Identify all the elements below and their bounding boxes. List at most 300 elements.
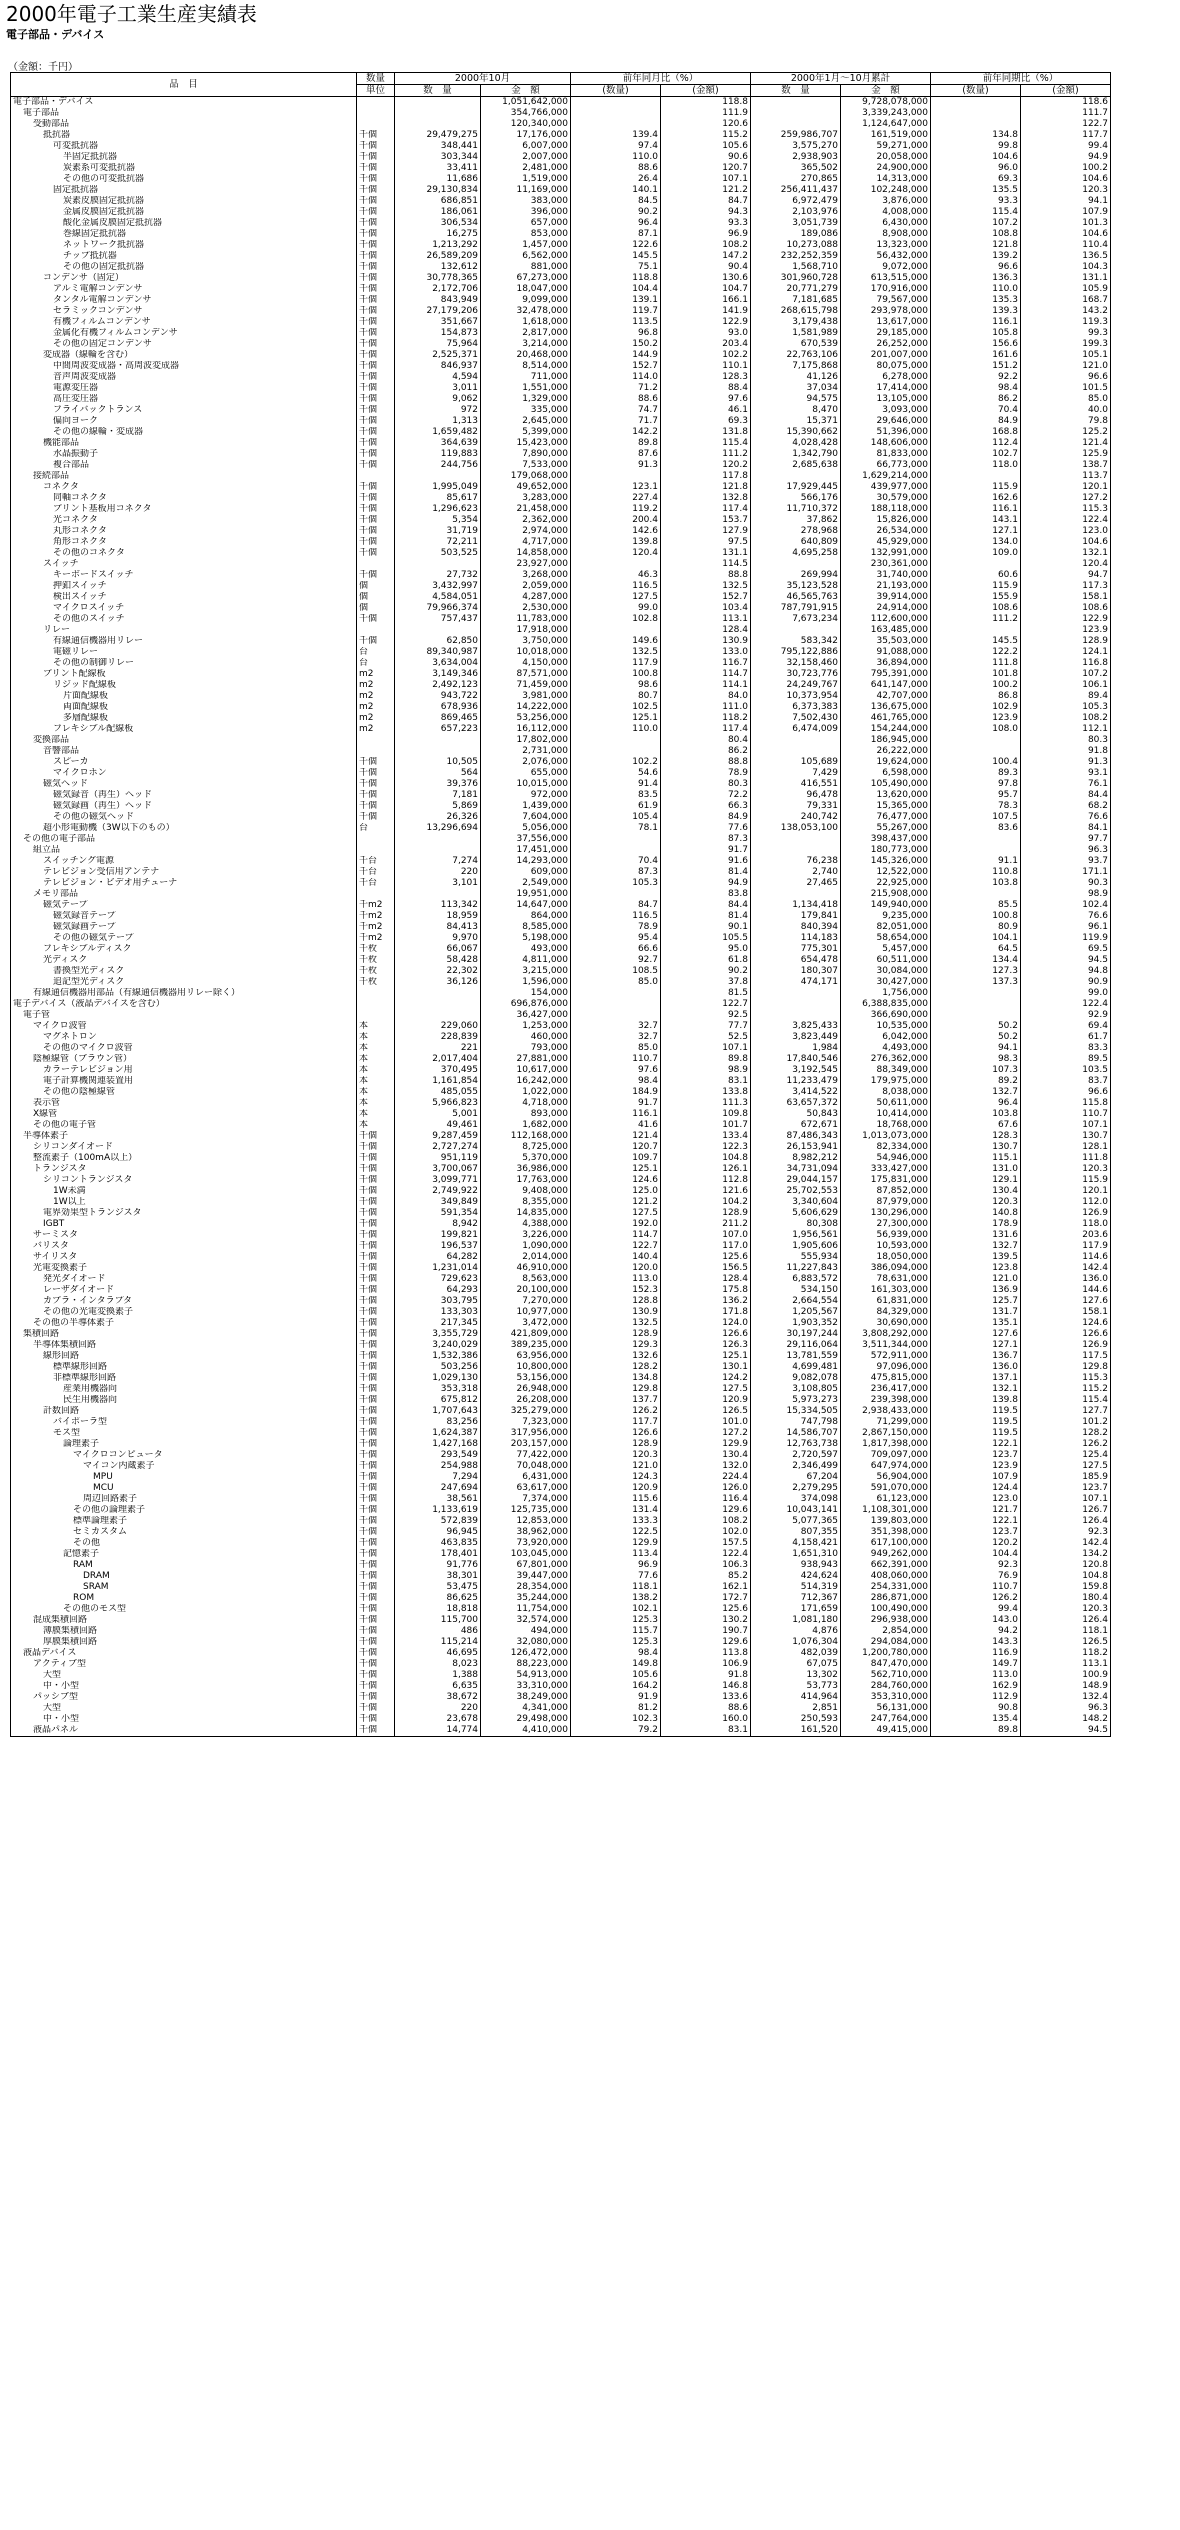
cell-month-amt: 73,920,000 [481, 1538, 571, 1549]
table-row [11, 658, 1111, 669]
cell-cumyoy-amt: 91.8 [1021, 746, 1111, 757]
cell-cum-amt: 276,362,000 [841, 1054, 931, 1065]
cell-yoy-amt: 102.2 [661, 350, 751, 361]
cell-cumyoy-qty [931, 108, 1021, 119]
cell-cumyoy-amt: 76.6 [1021, 812, 1111, 823]
cell-cum-amt: 24,900,000 [841, 163, 931, 174]
table-row [11, 240, 1111, 251]
cell-cum-amt: 112,600,000 [841, 614, 931, 625]
cell-cum-amt: 56,939,000 [841, 1230, 931, 1241]
cell-cumyoy-qty: 101.8 [931, 669, 1021, 680]
cell-unit: 千個 [357, 1241, 395, 1252]
cell-item-name: 金属皮膜固定抵抗器 [11, 207, 357, 218]
cell-cum-qty: 29,116,064 [751, 1340, 841, 1351]
cell-item-name: 複合部品 [11, 460, 357, 471]
cell-unit: 本 [357, 1120, 395, 1131]
cell-yoy-amt: 120.2 [661, 460, 751, 471]
cell-month-amt: 7,374,000 [481, 1494, 571, 1505]
table-row [11, 130, 1111, 141]
cell-item-name: カプラ・インタラプタ [11, 1296, 357, 1307]
cell-yoy-amt: 66.3 [661, 801, 751, 812]
cell-yoy-amt: 146.8 [661, 1681, 751, 1692]
cell-cumyoy-qty: 132.7 [931, 1087, 1021, 1098]
cell-unit: 千個 [357, 1450, 395, 1461]
cell-yoy-qty: 117.9 [571, 658, 661, 669]
cell-unit: 台 [357, 823, 395, 834]
cell-item-name: コンデンサ（固定） [11, 273, 357, 284]
cell-month-amt: 14,293,000 [481, 856, 571, 867]
table-row [11, 482, 1111, 493]
cell-cumyoy-qty: 116.9 [931, 1648, 1021, 1659]
cell-cumyoy-amt: 126.6 [1021, 1329, 1111, 1340]
cell-unit: 千個 [357, 1373, 395, 1384]
cell-cum-amt: 239,398,000 [841, 1395, 931, 1406]
cell-month-qty: 678,936 [395, 702, 481, 713]
cell-cumyoy-qty: 107.9 [931, 1472, 1021, 1483]
cell-cum-amt: 51,396,000 [841, 427, 931, 438]
table-row [11, 1010, 1111, 1021]
cell-unit: 千個 [357, 339, 395, 350]
cell-month-qty: 5,966,823 [395, 1098, 481, 1109]
cell-cumyoy-qty: 115.9 [931, 581, 1021, 592]
cell-cum-amt: 102,248,000 [841, 185, 931, 196]
cell-cumyoy-amt: 61.7 [1021, 1032, 1111, 1043]
cell-yoy-amt: 130.4 [661, 1450, 751, 1461]
cell-cumyoy-qty: 128.3 [931, 1131, 1021, 1142]
cell-yoy-amt: 98.9 [661, 1065, 751, 1076]
table-row [11, 1692, 1111, 1703]
cell-yoy-qty: 140.4 [571, 1252, 661, 1263]
cell-month-qty: 675,812 [395, 1395, 481, 1406]
cell-cumyoy-amt: 125.2 [1021, 427, 1111, 438]
cell-cumyoy-qty: 104.1 [931, 933, 1021, 944]
cell-item-name: 超小形電動機（3W以下のもの） [11, 823, 357, 834]
cell-cum-qty: 35,123,528 [751, 581, 841, 592]
cell-unit: 千個 [357, 526, 395, 537]
table-row [11, 339, 1111, 350]
cell-cum-qty: 15,371 [751, 416, 841, 427]
table-row [11, 603, 1111, 614]
cell-cumyoy-qty: 136.3 [931, 273, 1021, 284]
cell-month-amt: 12,853,000 [481, 1516, 571, 1527]
cell-cumyoy-qty: 134.8 [931, 130, 1021, 141]
table-row [11, 207, 1111, 218]
cell-unit: 千個 [357, 1714, 395, 1725]
cell-cumyoy-qty: 96.4 [931, 1098, 1021, 1109]
cell-yoy-qty: 114.7 [571, 1230, 661, 1241]
cell-cumyoy-amt: 68.2 [1021, 801, 1111, 812]
cell-month-qty: 1,213,292 [395, 240, 481, 251]
cell-cumyoy-qty: 103.8 [931, 1109, 1021, 1120]
header-item: 品 目 [11, 73, 357, 97]
cell-cumyoy-qty: 99.4 [931, 1604, 1021, 1615]
cell-yoy-amt: 91.8 [661, 1670, 751, 1681]
cell-cum-qty: 12,763,738 [751, 1439, 841, 1450]
cell-unit: 千個 [357, 801, 395, 812]
cell-cumyoy-amt: 127.5 [1021, 1461, 1111, 1472]
cell-cum-qty: 41,126 [751, 372, 841, 383]
table-row [11, 856, 1111, 867]
cell-unit: 千個 [357, 1560, 395, 1571]
cell-cum-amt: 591,070,000 [841, 1483, 931, 1494]
cell-cum-amt: 29,646,000 [841, 416, 931, 427]
table-row [11, 1296, 1111, 1307]
cell-yoy-qty [571, 988, 661, 999]
cell-cum-qty: 13,302 [751, 1670, 841, 1681]
cell-yoy-amt: 113.8 [661, 1648, 751, 1659]
cell-cum-qty: 5,077,365 [751, 1516, 841, 1527]
cell-cumyoy-amt: 130.7 [1021, 1131, 1111, 1142]
cell-item-name: 組立品 [11, 845, 357, 856]
cell-month-qty: 303,344 [395, 152, 481, 163]
table-row [11, 1582, 1111, 1593]
table-body [11, 97, 1111, 1737]
cell-yoy-amt: 126.0 [661, 1483, 751, 1494]
cell-item-name: 音響部品 [11, 746, 357, 757]
cell-yoy-amt: 84.0 [661, 691, 751, 702]
cell-unit: 本 [357, 1087, 395, 1098]
cell-yoy-qty: 97.4 [571, 141, 661, 152]
cell-cum-amt: 26,252,000 [841, 339, 931, 350]
cell-cumyoy-amt: 123.7 [1021, 1483, 1111, 1494]
cell-cumyoy-amt: 97.7 [1021, 834, 1111, 845]
cell-month-amt: 14,835,000 [481, 1208, 571, 1219]
cell-yoy-qty [571, 559, 661, 570]
cell-cumyoy-amt: 142.4 [1021, 1538, 1111, 1549]
cell-yoy-qty: 152.3 [571, 1285, 661, 1296]
cell-yoy-qty: 121.0 [571, 1461, 661, 1472]
table-row [11, 537, 1111, 548]
cell-month-qty: 1,532,386 [395, 1351, 481, 1362]
cell-cumyoy-amt: 203.6 [1021, 1230, 1111, 1241]
cell-cumyoy-amt: 113.7 [1021, 471, 1111, 482]
cell-cum-qty: 256,411,437 [751, 185, 841, 196]
cell-month-amt: 16,112,000 [481, 724, 571, 735]
cell-cum-qty [751, 471, 841, 482]
cell-month-amt: 27,881,000 [481, 1054, 571, 1065]
cell-cumyoy-qty [931, 988, 1021, 999]
cell-month-amt: 63,956,000 [481, 1351, 571, 1362]
cell-item-name: ネットワーク抵抗器 [11, 240, 357, 251]
cell-yoy-qty: 110.0 [571, 724, 661, 735]
cell-cum-qty: 3,575,270 [751, 141, 841, 152]
cell-cumyoy-qty: 123.9 [931, 713, 1021, 724]
cell-yoy-amt: 131.8 [661, 427, 751, 438]
table-row [11, 185, 1111, 196]
cell-item-name: 液晶デバイス [11, 1648, 357, 1659]
cell-month-amt: 17,763,000 [481, 1175, 571, 1186]
cell-month-qty: 30,778,365 [395, 273, 481, 284]
cell-yoy-amt: 122.3 [661, 1142, 751, 1153]
cell-cumyoy-amt: 102.4 [1021, 900, 1111, 911]
cell-yoy-amt: 133.6 [661, 1692, 751, 1703]
cell-cum-qty: 30,723,776 [751, 669, 841, 680]
cell-month-qty: 13,296,694 [395, 823, 481, 834]
cell-yoy-qty: 89.8 [571, 438, 661, 449]
cell-cumyoy-qty: 104.6 [931, 152, 1021, 163]
cell-cum-qty: 10,373,954 [751, 691, 841, 702]
cell-yoy-qty: 120.7 [571, 1142, 661, 1153]
cell-yoy-amt: 118.2 [661, 713, 751, 724]
cell-unit: m2 [357, 669, 395, 680]
cell-yoy-amt: 90.6 [661, 152, 751, 163]
cell-month-qty: 58,428 [395, 955, 481, 966]
cell-yoy-amt: 118.8 [661, 97, 751, 109]
cell-yoy-amt: 116.7 [661, 658, 751, 669]
cell-month-qty: 244,756 [395, 460, 481, 471]
cell-cum-qty: 7,673,234 [751, 614, 841, 625]
cell-yoy-qty: 78.9 [571, 922, 661, 933]
cell-item-name: セミカスタム [11, 1527, 357, 1538]
cell-month-qty [395, 845, 481, 856]
cell-cum-amt: 132,991,000 [841, 548, 931, 559]
cell-month-amt: 88,223,000 [481, 1659, 571, 1670]
cell-cum-qty: 1,956,561 [751, 1230, 841, 1241]
cell-yoy-qty: 137.7 [571, 1395, 661, 1406]
cell-cum-amt: 6,278,000 [841, 372, 931, 383]
cell-cum-qty: 1,342,790 [751, 449, 841, 460]
cell-unit: 千個 [357, 350, 395, 361]
cell-month-qty: 10,505 [395, 757, 481, 768]
table-row [11, 163, 1111, 174]
cell-month-amt: 655,000 [481, 768, 571, 779]
cell-yoy-qty: 128.9 [571, 1439, 661, 1450]
cell-yoy-amt: 128.3 [661, 372, 751, 383]
cell-month-qty [395, 108, 481, 119]
cell-cumyoy-amt: 114.6 [1021, 1252, 1111, 1263]
cell-month-qty: 64,293 [395, 1285, 481, 1296]
cell-unit: 千個 [357, 1604, 395, 1615]
cell-item-name: 産業用機器向 [11, 1384, 357, 1395]
cell-yoy-qty: 122.6 [571, 240, 661, 251]
cell-cum-qty: 67,204 [751, 1472, 841, 1483]
header-cumyoy: 前年同期比（%） [931, 73, 1111, 85]
table-row [11, 1527, 1111, 1538]
cell-month-qty: 3,011 [395, 383, 481, 394]
cell-month-qty: 303,795 [395, 1296, 481, 1307]
cell-yoy-qty: 91.4 [571, 779, 661, 790]
cell-yoy-qty: 81.2 [571, 1703, 661, 1714]
cell-yoy-qty: 88.6 [571, 394, 661, 405]
cell-cumyoy-qty: 121.7 [931, 1505, 1021, 1516]
table-row [11, 559, 1111, 570]
cell-cum-amt: 2,938,433,000 [841, 1406, 931, 1417]
cell-cum-qty: 8,982,212 [751, 1153, 841, 1164]
cell-unit: 千個 [357, 130, 395, 141]
cell-yoy-qty: 164.2 [571, 1681, 661, 1692]
cell-yoy-amt: 127.5 [661, 1384, 751, 1395]
cell-cumyoy-amt: 159.8 [1021, 1582, 1111, 1593]
cell-month-amt: 4,388,000 [481, 1219, 571, 1230]
cell-unit: 千個 [357, 1472, 395, 1483]
cell-item-name: トランジスタ [11, 1164, 357, 1175]
cell-yoy-amt: 61.8 [661, 955, 751, 966]
cell-unit: 千個 [357, 768, 395, 779]
cell-cumyoy-amt: 100.9 [1021, 1670, 1111, 1681]
table-row [11, 1351, 1111, 1362]
cell-yoy-amt: 152.7 [661, 592, 751, 603]
cell-cumyoy-amt: 122.7 [1021, 119, 1111, 130]
cell-unit: 千個 [357, 515, 395, 526]
cell-item-name: プリント基板用コネクタ [11, 504, 357, 515]
cell-cum-qty: 2,720,597 [751, 1450, 841, 1461]
cell-cum-qty: 53,773 [751, 1681, 841, 1692]
cell-cumyoy-amt: 122.9 [1021, 614, 1111, 625]
cell-cum-qty [751, 834, 841, 845]
cell-yoy-amt: 108.2 [661, 240, 751, 251]
cell-month-qty: 293,549 [395, 1450, 481, 1461]
table-row [11, 218, 1111, 229]
cell-cumyoy-amt: 127.6 [1021, 1296, 1111, 1307]
cell-month-qty: 3,240,029 [395, 1340, 481, 1351]
cell-unit: 千個 [357, 1461, 395, 1472]
cell-month-qty: 3,101 [395, 878, 481, 889]
cell-cumyoy-amt: 115.9 [1021, 1175, 1111, 1186]
cell-cumyoy-qty: 130.4 [931, 1186, 1021, 1197]
header-unit-bottom: 単位 [357, 85, 395, 97]
cell-item-name: 標準論理素子 [11, 1516, 357, 1527]
cell-cum-amt: 613,515,000 [841, 273, 931, 284]
cell-cumyoy-amt: 120.3 [1021, 1164, 1111, 1175]
cell-cum-amt: 145,326,000 [841, 856, 931, 867]
cell-unit: 個 [357, 592, 395, 603]
cell-cumyoy-amt: 107.1 [1021, 1494, 1111, 1505]
cell-month-qty: 591,354 [395, 1208, 481, 1219]
cell-cumyoy-qty: 102.7 [931, 449, 1021, 460]
cell-yoy-qty: 123.1 [571, 482, 661, 493]
cell-month-qty: 869,465 [395, 713, 481, 724]
cell-yoy-qty: 114.0 [571, 372, 661, 383]
table-row [11, 262, 1111, 273]
cell-cum-amt: 14,313,000 [841, 174, 931, 185]
cell-item-name: レーザダイオード [11, 1285, 357, 1296]
cell-cumyoy-qty: 102.9 [931, 702, 1021, 713]
table-row [11, 669, 1111, 680]
cell-yoy-qty: 98.4 [571, 1076, 661, 1087]
cell-cumyoy-amt: 69.5 [1021, 944, 1111, 955]
cell-cum-qty: 374,098 [751, 1494, 841, 1505]
cell-cumyoy-amt: 142.4 [1021, 1263, 1111, 1274]
cell-item-name: コネクタ [11, 482, 357, 493]
cell-yoy-qty: 54.6 [571, 768, 661, 779]
cell-cumyoy-qty [931, 735, 1021, 746]
cell-yoy-qty: 129.3 [571, 1340, 661, 1351]
cell-yoy-qty: 71.2 [571, 383, 661, 394]
cell-month-amt: 325,279,000 [481, 1406, 571, 1417]
cell-cumyoy-qty: 115.4 [931, 207, 1021, 218]
cell-yoy-qty: 79.2 [571, 1725, 661, 1737]
cell-yoy-amt: 114.5 [661, 559, 751, 570]
cell-yoy-qty: 110.0 [571, 152, 661, 163]
table-row [11, 1472, 1111, 1483]
cell-month-amt: 6,431,000 [481, 1472, 571, 1483]
cell-yoy-amt: 136.2 [661, 1296, 751, 1307]
cell-cumyoy-qty: 143.1 [931, 515, 1021, 526]
cell-yoy-qty: 119.7 [571, 306, 661, 317]
cell-cumyoy-qty: 119.5 [931, 1417, 1021, 1428]
cell-item-name: 電磁リレー [11, 647, 357, 658]
cell-item-name: 混成集積回路 [11, 1615, 357, 1626]
cell-yoy-amt: 81.4 [661, 867, 751, 878]
cell-month-amt: 17,918,000 [481, 625, 571, 636]
cell-month-qty: 38,301 [395, 1571, 481, 1582]
cell-yoy-amt: 95.0 [661, 944, 751, 955]
cell-yoy-amt: 121.8 [661, 482, 751, 493]
cell-unit: 千m2 [357, 922, 395, 933]
cell-item-name: 記憶素子 [11, 1549, 357, 1560]
cell-cumyoy-qty: 139.8 [931, 1395, 1021, 1406]
cell-month-qty: 2,492,123 [395, 680, 481, 691]
table-row [11, 1648, 1111, 1659]
cell-item-name: 電子管 [11, 1010, 357, 1021]
cell-cumyoy-amt: 118.0 [1021, 1219, 1111, 1230]
cell-yoy-amt: 117.0 [661, 1241, 751, 1252]
cell-item-name: 可変抵抗器 [11, 141, 357, 152]
table-row [11, 1032, 1111, 1043]
cell-cumyoy-qty: 132.1 [931, 1384, 1021, 1395]
table-row [11, 1175, 1111, 1186]
cell-cumyoy-qty: 67.6 [931, 1120, 1021, 1131]
cell-yoy-amt: 156.5 [661, 1263, 751, 1274]
cell-cumyoy-qty: 136.9 [931, 1285, 1021, 1296]
cell-yoy-qty: 98.6 [571, 680, 661, 691]
cell-month-amt: 2,059,000 [481, 581, 571, 592]
cell-cumyoy-qty: 143.0 [931, 1615, 1021, 1626]
table-row [11, 680, 1111, 691]
cell-item-name: 中・小型 [11, 1714, 357, 1725]
cell-cum-amt: 13,617,000 [841, 317, 931, 328]
cell-yoy-qty: 87.6 [571, 449, 661, 460]
table-row [11, 1318, 1111, 1329]
cell-unit: 千個 [357, 273, 395, 284]
cell-month-qty: 1,296,623 [395, 504, 481, 515]
cell-yoy-amt: 125.6 [661, 1604, 751, 1615]
cell-cum-qty: 2,664,554 [751, 1296, 841, 1307]
cell-unit: 千m2 [357, 900, 395, 911]
cell-item-name: IGBT [11, 1219, 357, 1230]
cell-yoy-qty: 95.4 [571, 933, 661, 944]
cell-month-qty: 4,584,051 [395, 592, 481, 603]
cell-cumyoy-qty: 112.9 [931, 1692, 1021, 1703]
cell-month-amt: 39,447,000 [481, 1571, 571, 1582]
cell-cumyoy-amt: 110.7 [1021, 1109, 1111, 1120]
cell-cumyoy-amt: 90.9 [1021, 977, 1111, 988]
cell-cumyoy-amt: 101.2 [1021, 1417, 1111, 1428]
cell-cumyoy-qty: 89.8 [931, 1725, 1021, 1737]
cell-unit: 千個 [357, 1395, 395, 1406]
cell-unit: 千個 [357, 1142, 395, 1153]
cell-unit: 千個 [357, 284, 395, 295]
cell-cumyoy-qty: 99.8 [931, 141, 1021, 152]
table-row [11, 504, 1111, 515]
cell-cum-amt: 45,929,000 [841, 537, 931, 548]
cell-cum-amt: 562,710,000 [841, 1670, 931, 1681]
cell-cumyoy-qty: 70.4 [931, 405, 1021, 416]
cell-month-amt: 9,099,000 [481, 295, 571, 306]
cell-cumyoy-qty: 137.3 [931, 977, 1021, 988]
cell-cumyoy-qty: 85.5 [931, 900, 1021, 911]
cell-cum-qty: 7,502,430 [751, 713, 841, 724]
cell-item-name: 標準線形回路 [11, 1362, 357, 1373]
cell-cumyoy-amt: 104.6 [1021, 537, 1111, 548]
cell-month-amt: 5,056,000 [481, 823, 571, 834]
cell-month-amt: 29,498,000 [481, 1714, 571, 1725]
table-row [11, 1681, 1111, 1692]
cell-yoy-amt: 93.3 [661, 218, 751, 229]
cell-month-amt: 4,717,000 [481, 537, 571, 548]
cell-cum-qty: 2,851 [751, 1703, 841, 1714]
cell-month-amt: 8,585,000 [481, 922, 571, 933]
